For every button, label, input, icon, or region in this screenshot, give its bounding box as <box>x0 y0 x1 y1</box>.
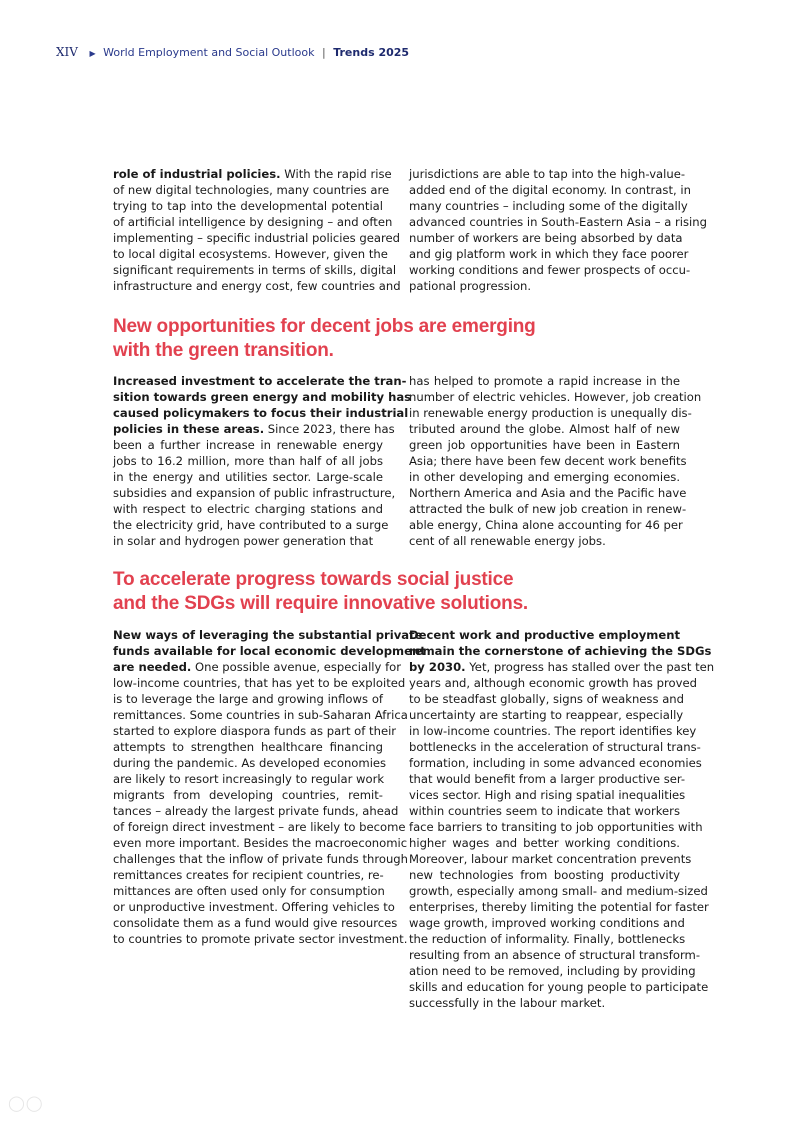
text-line <box>409 437 680 453</box>
text-line <box>113 883 383 899</box>
text-line <box>113 453 383 469</box>
text-line <box>113 262 397 278</box>
body-text: jurisdictions are able to tap into the high-value- <box>409 167 686 181</box>
heading-line: and the SDGs will require innovative solutions. <box>113 593 529 614</box>
text-line <box>113 819 406 835</box>
header-separator: | <box>321 46 326 59</box>
section-2-left-column <box>113 627 426 947</box>
body-text: has helped to promote a rapid increase in the <box>409 374 680 388</box>
body-text: successfully in the labour market. <box>409 996 606 1010</box>
text-line <box>409 501 687 517</box>
body-text: Since 2023, there has <box>264 422 395 436</box>
body-text: in other developing and emerging economies. <box>409 470 680 484</box>
body-text: low-income countries, that has yet to be exploited <box>113 676 406 690</box>
text-line <box>113 739 383 755</box>
body-text: face barriers to transiting to job opportunities with <box>409 820 703 834</box>
body-text: of new digital technologies, many countries are <box>113 183 390 197</box>
body-text: mittances are often used only for consumption <box>113 884 385 898</box>
text-line <box>409 533 680 549</box>
body-text: attempts to strengthen healthcare financing <box>113 740 383 754</box>
body-text: in low-income countries. The report identifies key <box>409 724 697 738</box>
edition-label: Trends 2025 <box>333 46 410 59</box>
body-text: tributed around the globe. Almost half of new <box>409 422 680 436</box>
body-text: of artificial intelligence by designing – and often <box>113 215 393 229</box>
text-line <box>409 931 686 947</box>
body-text: and gig platform work in which they face poorer <box>409 247 689 261</box>
text-line <box>409 517 683 533</box>
bold-lead-text: caused policymakers to focus their industrial <box>113 406 409 420</box>
body-text: Northern America and Asia and the Pacific have <box>409 486 687 500</box>
text-line <box>409 262 691 278</box>
body-text: vices sector. High and rising spatial inequalities <box>409 788 686 802</box>
text-line <box>409 230 683 246</box>
body-text: been a further increase in renewable energy <box>113 438 383 452</box>
bold-lead-text: by 2030. <box>409 660 466 674</box>
body-text: within countries seem to indicate that workers <box>409 804 680 818</box>
body-text: new technologies from boosting productivity <box>409 868 680 882</box>
text-line <box>409 659 715 675</box>
text-line <box>409 867 680 883</box>
body-text: significant requirements in terms of skills, digital <box>113 263 397 277</box>
bold-lead-text: policies in these areas. <box>113 422 265 436</box>
bold-lead-text: Decent work and productive employment <box>409 628 680 642</box>
text-line <box>113 755 387 771</box>
text-line <box>409 405 692 421</box>
text-line <box>113 517 389 533</box>
body-text: wage growth, improved working conditions and <box>409 916 685 930</box>
text-line <box>409 389 702 405</box>
text-line <box>409 453 687 469</box>
body-text: or unproductive investment. Offering vehicles to <box>113 900 395 914</box>
text-line <box>409 675 697 691</box>
body-text: years and, although economic growth has proved <box>409 676 697 690</box>
bold-lead-text: funds available for local economic development <box>113 644 426 658</box>
text-line <box>409 278 680 294</box>
text-line <box>113 182 390 198</box>
text-line <box>409 803 680 819</box>
text-line <box>113 230 400 246</box>
text-line <box>409 421 680 437</box>
body-text: ation need to be removed, including by providing <box>409 964 696 978</box>
heading-green-transition <box>113 315 536 363</box>
heading-line: To accelerate progress towards social justice <box>113 569 514 590</box>
body-text: of foreign direct investment – are likely to become <box>113 820 406 834</box>
text-line <box>113 278 401 294</box>
text-line <box>409 739 701 755</box>
body-text: growth, especially among small- and medium-sized <box>409 884 708 898</box>
body-text: attracted the bulk of new job creation in renew- <box>409 502 687 516</box>
text-line <box>113 421 395 437</box>
heading-line: New opportunities for decent jobs are emerging <box>113 316 536 337</box>
body-text: trying to tap into the developmental potential <box>113 199 383 213</box>
watermark-logo: ◯◯ <box>8 1094 44 1112</box>
text-line <box>409 755 702 771</box>
text-line <box>409 198 688 214</box>
body-text: even more important. Besides the macroeconomic <box>113 836 408 850</box>
body-text: are likely to resort increasingly to regular work <box>113 772 385 786</box>
body-text: jobs to 16.2 million, more than half of all jobs <box>113 454 383 468</box>
text-line <box>409 963 696 979</box>
body-text: higher wages and better working conditions. <box>409 836 680 850</box>
bold-lead-text: Increased investment to accelerate the tran- <box>113 374 407 388</box>
body-text: tances – already the largest private funds, ahead <box>113 804 399 818</box>
body-text: the reduction of informality. Finally, bottlenecks <box>409 932 686 946</box>
body-text: to local digital ecosystems. However, given the <box>113 247 388 261</box>
text-line <box>113 405 409 421</box>
text-line <box>113 803 399 819</box>
text-line <box>113 389 412 405</box>
text-line <box>409 851 692 867</box>
section-0-left-column <box>113 166 401 294</box>
body-text: many countries – including some of the digitally <box>409 199 688 213</box>
text-line <box>113 899 395 915</box>
text-line <box>113 835 408 851</box>
section-1-left-column <box>113 373 412 549</box>
bold-lead-text: New ways of leveraging the substantial private <box>113 628 423 642</box>
text-line <box>409 627 680 643</box>
heading-social-justice <box>113 568 528 616</box>
text-line <box>113 373 407 389</box>
body-text: in renewable energy production is unequally dis- <box>409 406 692 420</box>
text-line <box>113 867 383 883</box>
bold-lead-text: role of industrial policies. <box>113 167 281 181</box>
text-line <box>113 931 408 947</box>
body-text: the electricity grid, have contributed to a surge <box>113 518 389 532</box>
page-number: XIV <box>56 45 78 59</box>
text-line <box>409 835 680 851</box>
body-text: migrants from developing countries, remit- <box>113 788 383 802</box>
body-text: One possible avenue, especially for <box>191 660 402 674</box>
text-line <box>409 691 685 707</box>
body-text: bottlenecks in the acceleration of structural trans- <box>409 740 701 754</box>
body-text: number of electric vehicles. However, job creation <box>409 390 702 404</box>
text-line <box>113 723 397 739</box>
text-line <box>409 182 691 198</box>
body-text: number of workers are being absorbed by data <box>409 231 683 245</box>
text-line <box>113 485 396 501</box>
text-line <box>409 246 689 262</box>
text-line <box>409 947 701 963</box>
text-line <box>409 787 686 803</box>
bold-lead-text: remain the cornerstone of achieving the SDGs <box>409 644 712 658</box>
body-text: uncertainty are starting to reappear, especially <box>409 708 684 722</box>
text-line <box>113 246 388 262</box>
section-1-right-column <box>409 373 702 549</box>
body-text: is to leverage the large and growing inflows of <box>113 692 383 706</box>
body-text: able energy, China alone accounting for 46 per <box>409 518 683 532</box>
text-line <box>113 659 402 675</box>
body-text: green job opportunities have been in Eastern <box>409 438 680 452</box>
text-line <box>409 723 697 739</box>
body-text: that would benefit from a larger productive ser- <box>409 772 686 786</box>
body-text: to countries to promote private sector investment. <box>113 932 408 946</box>
text-line <box>113 214 393 230</box>
section-2-right-column <box>409 627 715 1011</box>
body-text: Asia; there have been few decent work benefits <box>409 454 687 468</box>
body-text: Yet, progress has stalled over the past ten <box>465 660 715 674</box>
body-text: implementing – specific industrial policies geared <box>113 231 400 245</box>
text-line <box>113 851 408 867</box>
text-line <box>409 771 686 787</box>
body-text: cent of all renewable energy jobs. <box>409 534 606 548</box>
body-text: infrastructure and energy cost, few countries and <box>113 279 401 293</box>
body-text: skills and education for young people to participate <box>409 980 709 994</box>
text-line <box>409 915 685 931</box>
body-text: pational progression. <box>409 279 532 293</box>
body-text: added end of the digital economy. In contrast, in <box>409 183 691 197</box>
body-text: during the pandemic. As developed economies <box>113 756 387 770</box>
text-line <box>113 771 383 787</box>
publication-title: World Employment and Social Outlook <box>103 46 315 59</box>
body-text: subsidies and expansion of public infrastructure, <box>113 486 396 500</box>
text-line <box>409 819 703 835</box>
body-text: advanced countries in South-Eastern Asia – a rising <box>409 215 707 229</box>
text-line <box>113 627 423 643</box>
body-text: to be steadfast globally, signs of weakness and <box>409 692 685 706</box>
triangle-right-icon: ▶ <box>89 49 96 58</box>
bold-lead-text: sition towards green energy and mobility has <box>113 390 412 404</box>
text-line <box>113 675 406 691</box>
text-line <box>113 915 398 931</box>
text-line <box>409 643 712 659</box>
text-line <box>113 643 426 659</box>
running-header <box>56 45 409 59</box>
heading-line: with the green transition. <box>113 340 334 361</box>
body-text: remittances creates for recipient countries, re- <box>113 868 384 882</box>
body-text: challenges that the inflow of private funds through <box>113 852 408 866</box>
body-text: enterprises, thereby limiting the potential for faster <box>409 900 709 914</box>
body-text: working conditions and fewer prospects of occu- <box>409 263 691 277</box>
bold-lead-text: are needed. <box>113 660 192 674</box>
text-line <box>113 707 408 723</box>
text-line <box>113 469 383 485</box>
body-text: resulting from an absence of structural transform- <box>409 948 701 962</box>
text-line <box>113 691 383 707</box>
text-line <box>113 501 383 517</box>
text-line <box>113 166 392 182</box>
text-line <box>409 979 709 995</box>
body-text: With the rapid rise <box>280 167 392 181</box>
body-text: Moreover, labour market concentration prevents <box>409 852 692 866</box>
body-text: consolidate them as a fund would give resources <box>113 916 398 930</box>
text-line <box>113 787 383 803</box>
body-text: in the energy and utilities sector. Large-scale <box>113 470 383 484</box>
text-line <box>409 485 687 501</box>
text-line <box>409 707 684 723</box>
text-line <box>409 373 680 389</box>
text-line <box>409 883 708 899</box>
section-0-right-column <box>409 166 707 294</box>
text-line <box>409 995 680 1011</box>
text-line <box>409 166 686 182</box>
body-text: remittances. Some countries in sub-Saharan Africa <box>113 708 408 722</box>
text-line <box>113 437 383 453</box>
body-text: started to explore diaspora funds as part of their <box>113 724 397 738</box>
text-line <box>113 198 383 214</box>
body-text: in solar and hydrogen power generation that <box>113 534 374 548</box>
text-line <box>113 533 383 549</box>
body-text: with respect to electric charging stations and <box>113 502 383 516</box>
text-line <box>409 899 709 915</box>
body-text: formation, including in some advanced economies <box>409 756 702 770</box>
text-line <box>409 469 680 485</box>
text-line <box>409 214 707 230</box>
